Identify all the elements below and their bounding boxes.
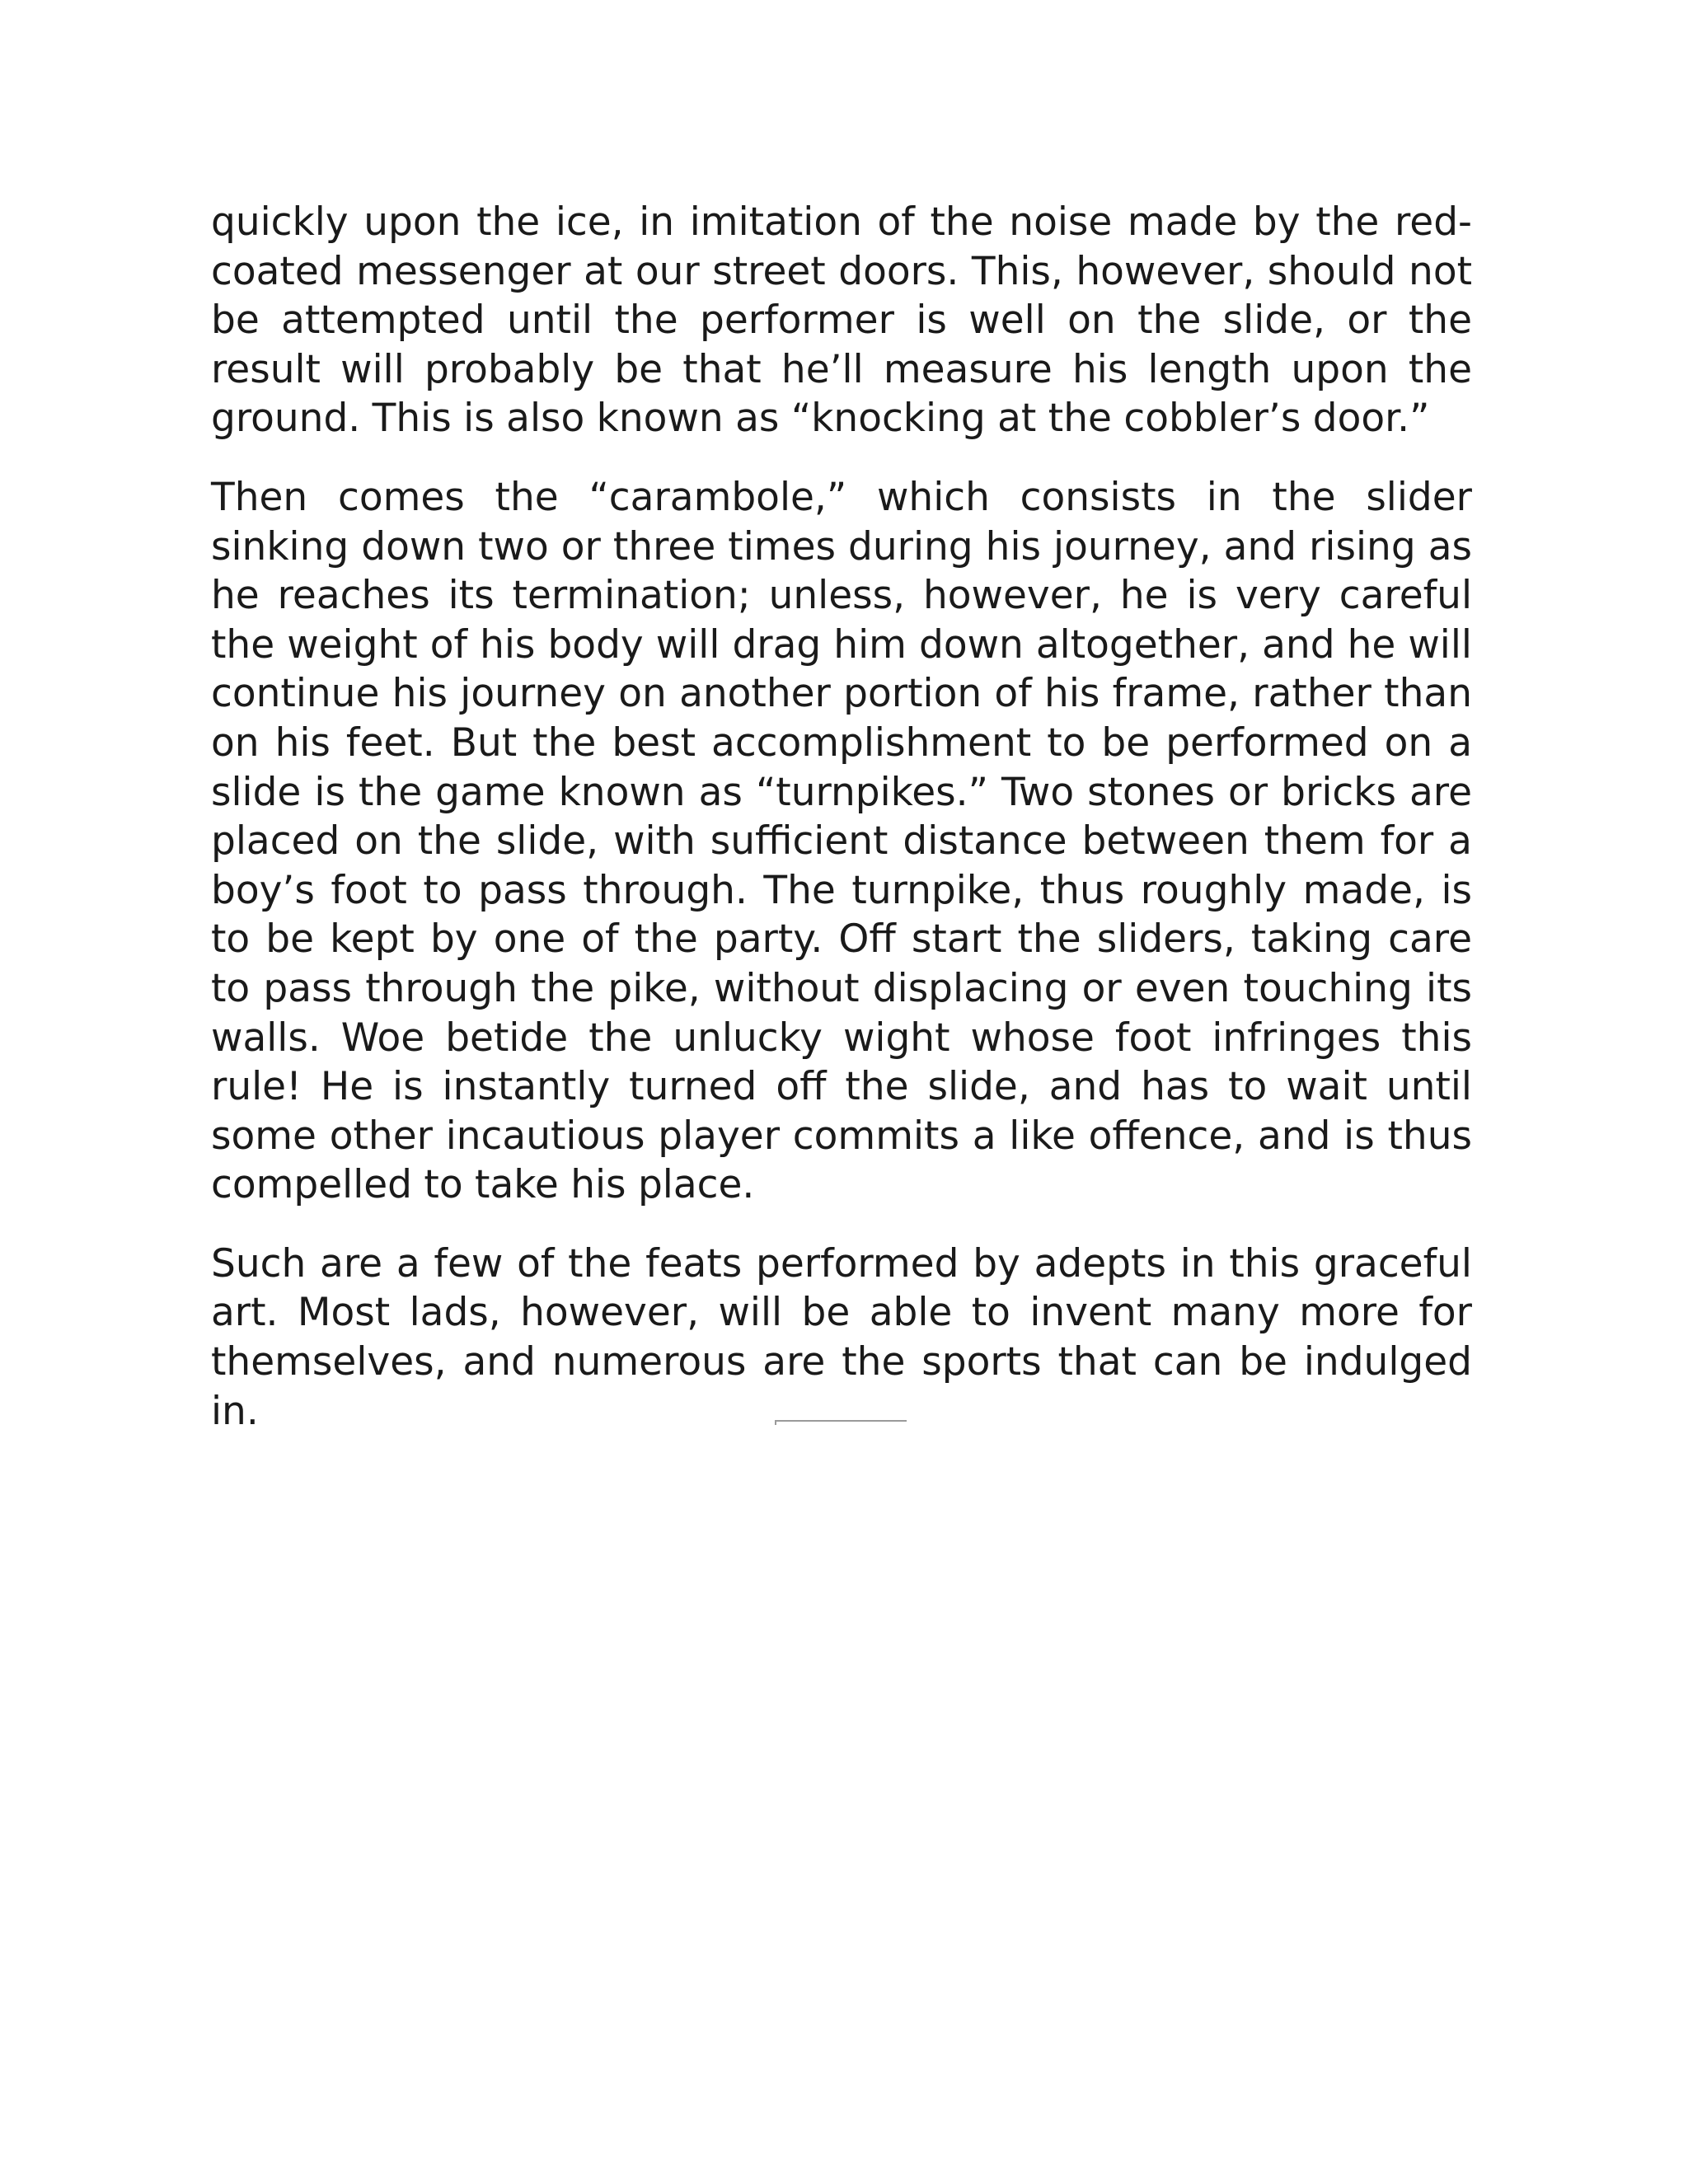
body-text — [211, 198, 1472, 1465]
paragraph-1: quickly upon the ice, in imitation of the noise made by the red-coated messenger at our street doors. This, however, should not be attempted until the performer is well on the slide, or the result will probably be that he’ll measure his length upon the ground. This is also known as “knocking at the cobbler’s door.” — [211, 199, 1472, 442]
paragraph-2: Then comes the “carambole,” which consists in the slider sinking down two or three times during his journey, and rising as he reaches its termination; unless, however, he is very careful the weight of his body will drag him down altogether, and he will continue his journey on another portion of his frame, rather than on his feet. But the best accomplishment to be performed on a slide is the game known as “turnpikes.” Two stones or bricks are placed on the slide, with sufficient distance between them for a boy’s foot to pass through. The turnpike, thus roughly made, is to be kept by one of the party. Off start the sliders, taking care to pass through the pike, without displacing or even touching its walls. Woe betide the unlucky wight whose foot infringes this rule! He is instantly turned off the slide, and has to wait until some other incautious player commits a like offence, and is thus compelled to take his place. — [211, 474, 1472, 1208]
section-divider — [775, 1420, 907, 1422]
paragraph-3: Such are a few of the feats performed by adepts in this graceful art. Most lads, however, will be able to invent many more for themselves, and numerous are the sports that can be indulged in. — [211, 1240, 1472, 1434]
